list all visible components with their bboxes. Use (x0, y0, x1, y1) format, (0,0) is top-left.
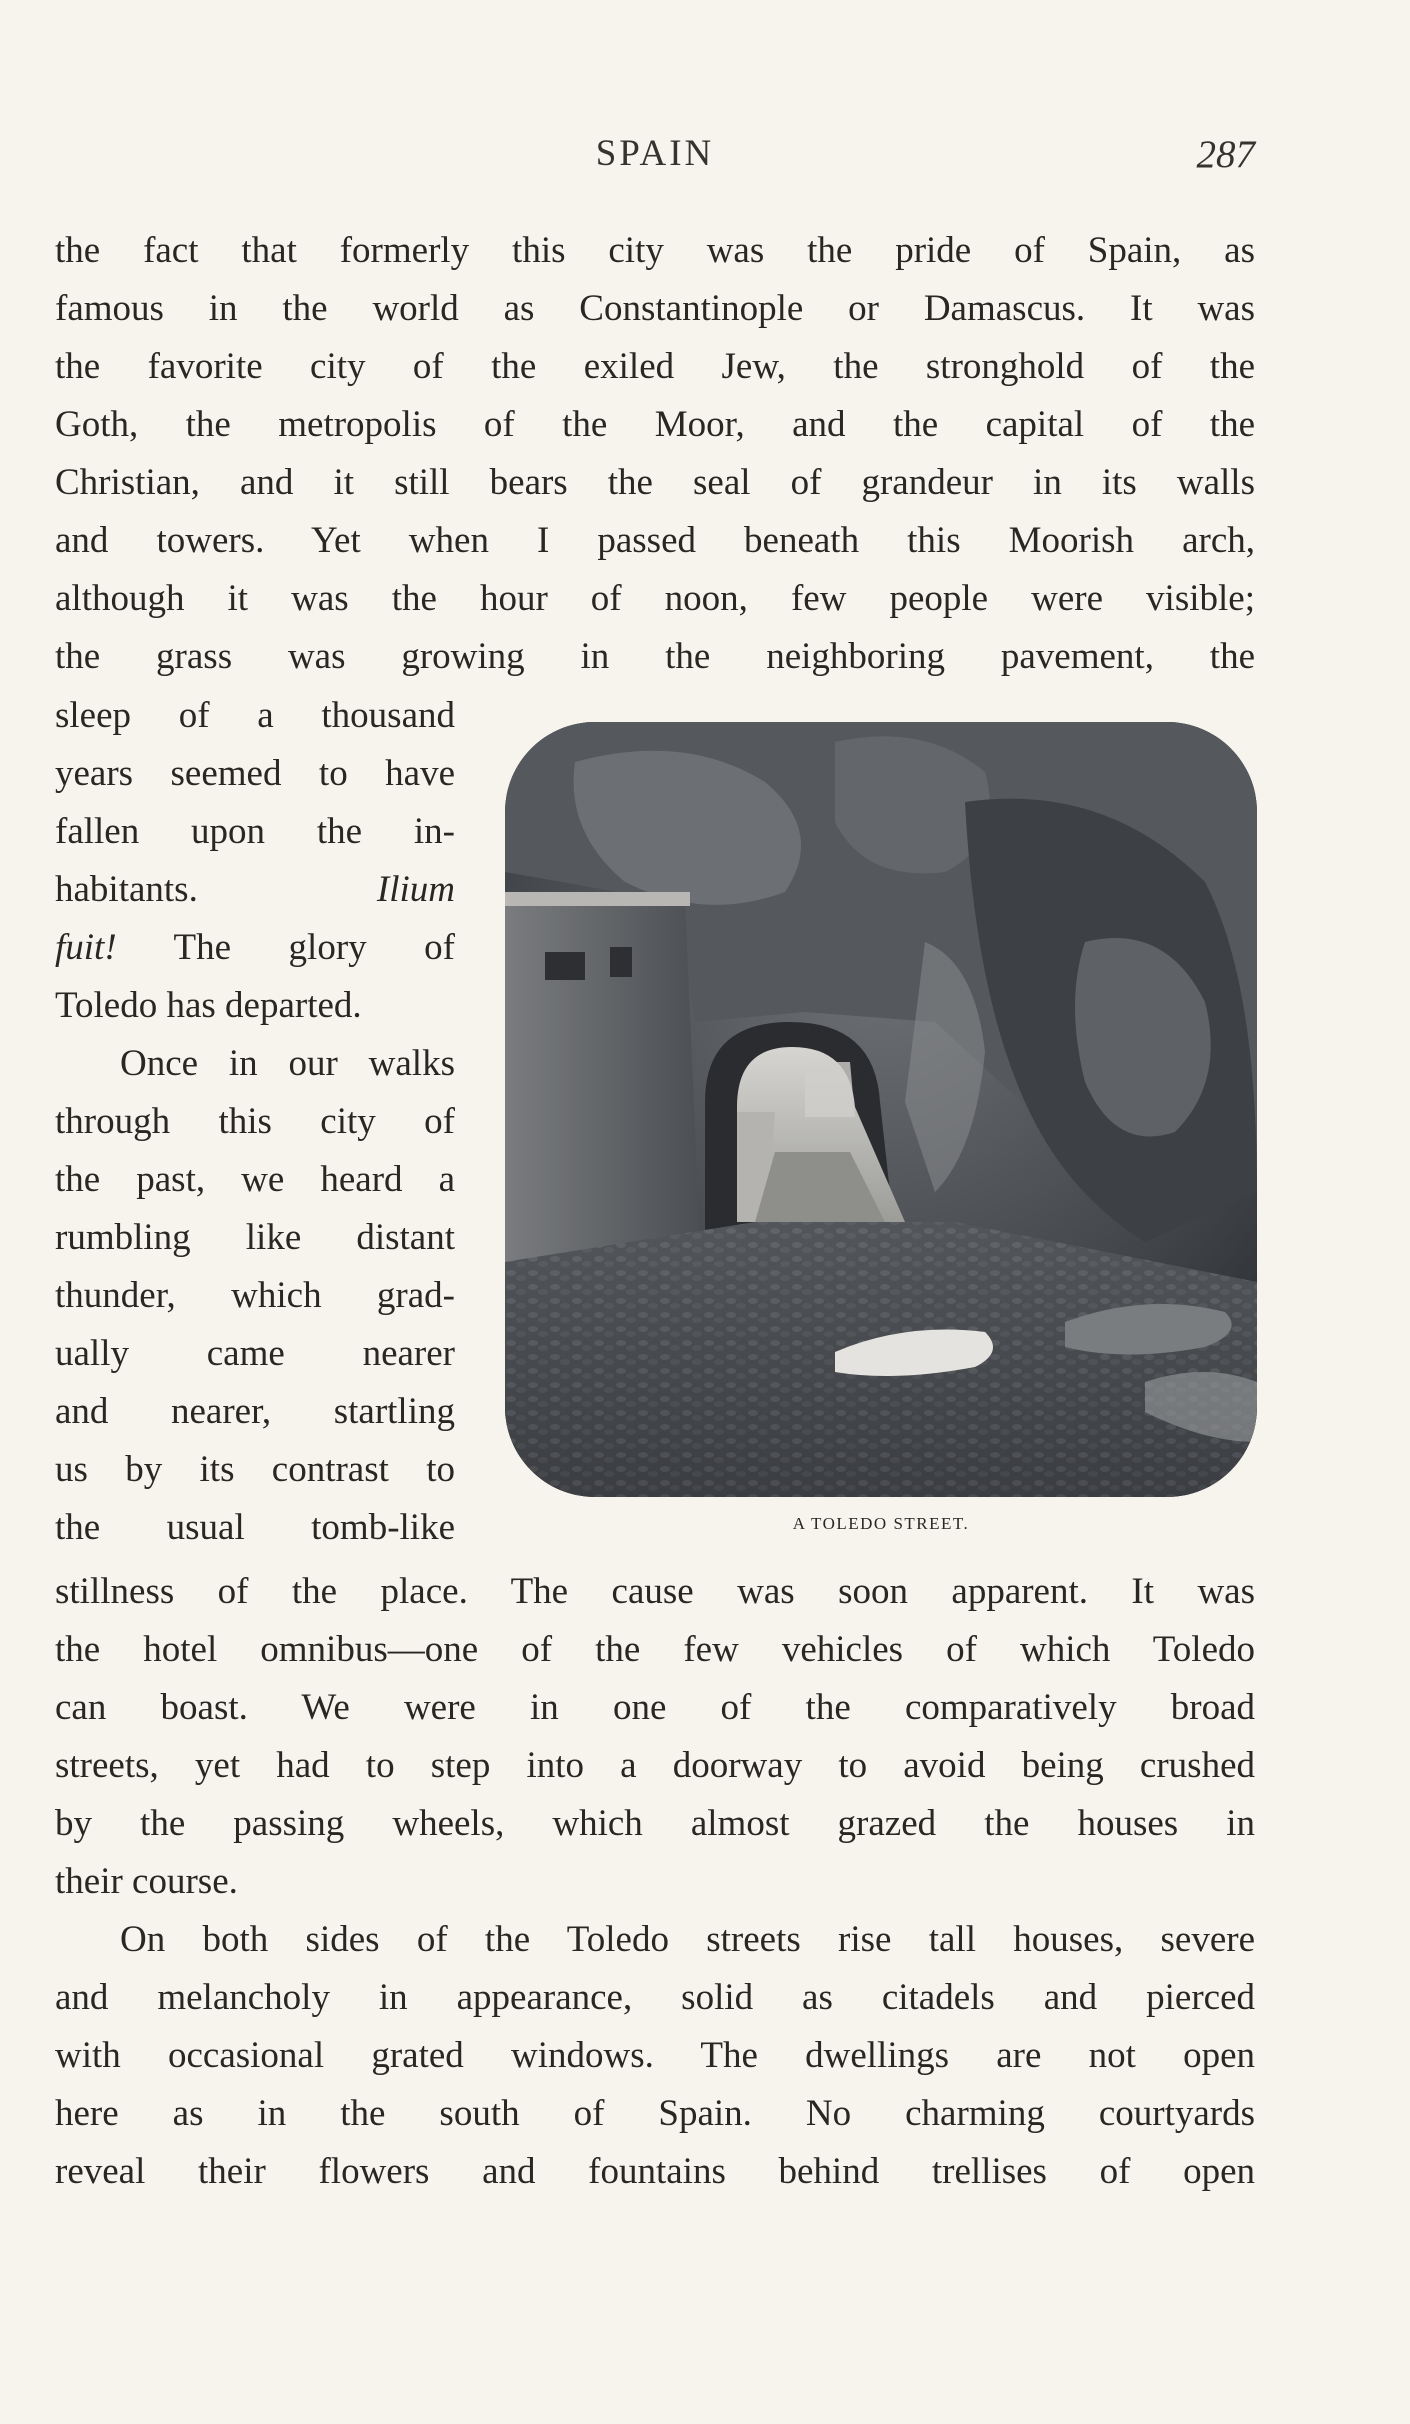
text-fragment: habitants. (55, 869, 377, 910)
text-line: fallen upon the in- (55, 811, 455, 852)
text-line: the grass was growing in the neighboring pavement, the (55, 636, 1255, 677)
text-line: On both sides of the Toledo streets rise tall houses, severe (120, 1919, 1255, 1960)
text-line: rumbling like distant (55, 1217, 455, 1258)
text-line (55, 919, 455, 977)
text-line: Goth, the metropolis of the Moor, and the capital of the (55, 404, 1255, 445)
text-line: years seemed to have (55, 753, 455, 794)
text-line: can boast. We were in one of the comparatively broad (55, 1687, 1255, 1728)
text-line: with occasional grated windows. The dwellings are not open (55, 2035, 1255, 2076)
page-number: 287 (1196, 133, 1255, 176)
text-line: Toledo has departed. (55, 985, 362, 1026)
text-line: sleep of a thousand (55, 695, 455, 736)
text-line: Christian, and it still bears the seal of grandeur in its walls (55, 462, 1255, 503)
text-line: famous in the world as Constantinople or Damascus. It was (55, 288, 1255, 329)
text-line: reveal their flowers and fountains behind trellises of open (55, 2151, 1255, 2192)
latin-phrase: Ilium (376, 869, 455, 910)
text-line: stillness of the place. The cause was soon apparent. It was (55, 1571, 1255, 1612)
paragraph-wrapped-column (55, 687, 455, 1557)
toledo-street-photograph (505, 722, 1257, 1497)
running-head (0, 132, 1410, 182)
text-line: thunder, which grad- (55, 1275, 455, 1316)
text-line: the usual tomb-like (55, 1507, 455, 1548)
text-line: although it was the hour of noon, few people were visible; (55, 578, 1255, 619)
text-line: here as in the south of Spain. No charming courtyards (55, 2093, 1255, 2134)
running-title: SPAIN (595, 133, 715, 174)
text-line: their course. (55, 1861, 238, 1902)
text-line: and towers. Yet when I passed beneath this Moorish arch, (55, 520, 1255, 561)
text-line (55, 861, 455, 919)
text-line: Once in our walks (120, 1043, 455, 1084)
paragraph-top (55, 222, 1255, 686)
text-fragment: The glory of (116, 927, 455, 968)
text-line: us by its contrast to (55, 1449, 455, 1490)
text-line: and melancholy in appearance, solid as citadels and pierced (55, 1977, 1255, 2018)
latin-phrase: fuit! (55, 927, 117, 968)
text-line: by the passing wheels, which almost grazed the houses in (55, 1803, 1255, 1844)
text-line: the favorite city of the exiled Jew, the stronghold of the (55, 346, 1255, 387)
text-line: streets, yet had to step into a doorway to avoid being crushed (55, 1745, 1255, 1786)
text-line: ually came nearer (55, 1333, 455, 1374)
text-line: and nearer, startling (55, 1391, 455, 1432)
text-line: the past, we heard a (55, 1159, 455, 1200)
text-line: through this city of (55, 1101, 455, 1142)
text-line: the fact that formerly this city was the pride of Spain, as (55, 230, 1255, 271)
paragraph-bottom (55, 1563, 1255, 2201)
text-line: the hotel omnibus—one of the few vehicles of which Toledo (55, 1629, 1255, 1670)
figure-caption: A TOLEDO STREET. (792, 1514, 970, 1533)
